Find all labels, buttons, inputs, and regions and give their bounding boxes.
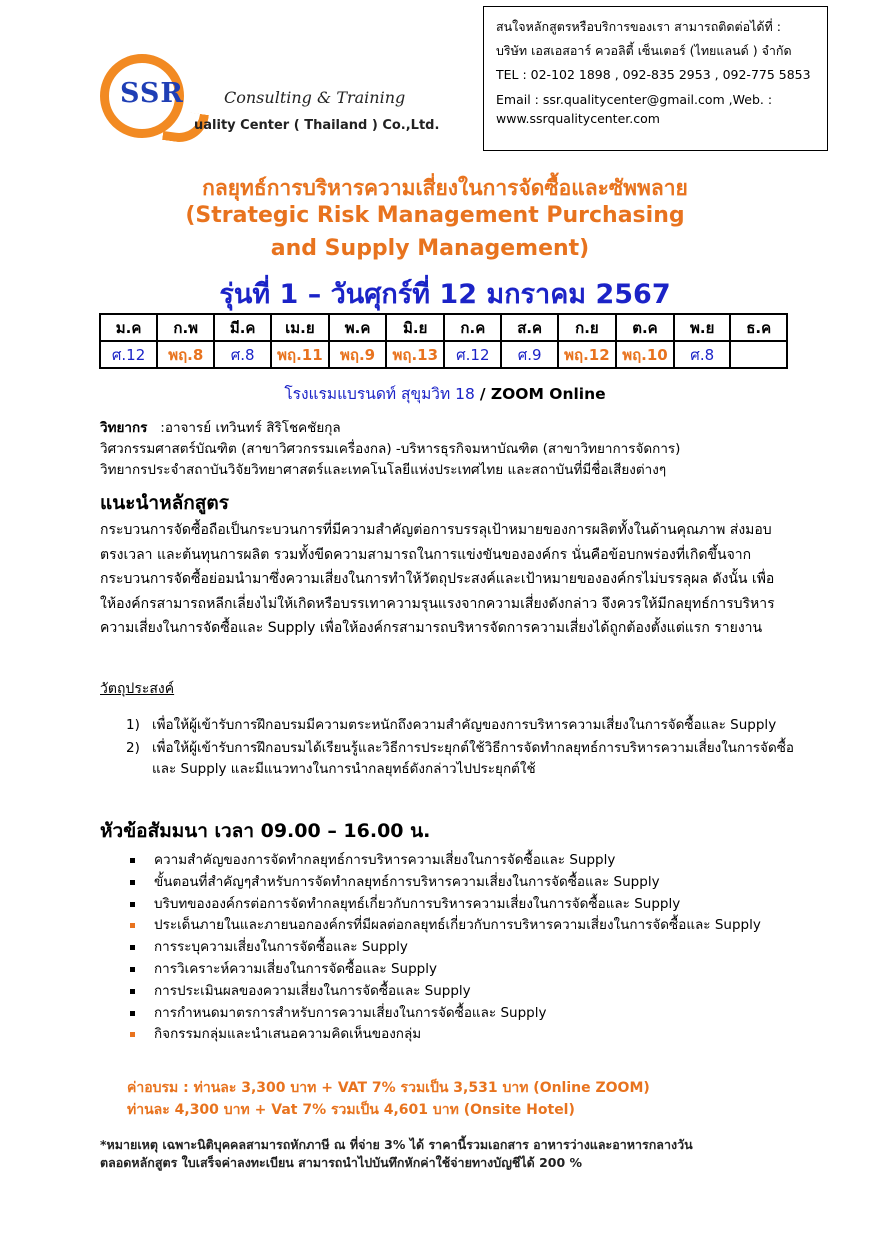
- topic-item: การประเมินผลของความเสี่ยงในการจัดซื้อและ Supply: [130, 981, 810, 1003]
- contact-company: บริษัท เอสเอสอาร์ ควอลิตี้ เซ็นเตอร์ (ไทยแลนด์ ) จำกัด: [496, 43, 792, 58]
- bullet-icon: [130, 923, 135, 928]
- bullet-icon: [130, 880, 135, 885]
- month-cell: พ.ย: [674, 314, 730, 341]
- footnote-line-1: *หมายเหตุ เฉพาะนิติบุคคลสามารถหักภาษี ณ ที่จ่าย 3% ได้ ราคานี้รวมเอกสาร อาหารว่างและอาหารกลางวัน: [100, 1137, 693, 1152]
- lecturer-label: วิทยากร: [100, 420, 148, 436]
- topic-item: บริบทขององค์กรต่อการจัดทำกลยุทธ์เกี่ยวกับการบริหารความเสี่ยงในการจัดซื้อและ Supply: [130, 894, 810, 916]
- bullet-icon: [130, 945, 135, 950]
- bullet-icon: [130, 967, 135, 972]
- topics-list: [130, 850, 810, 1046]
- price-onsite: ท่านละ 4,300 บาท + Vat 7% รวมเป็น 4,601 บาท (Onsite Hotel): [127, 1102, 575, 1118]
- topic-item: การวิเคราะห์ความเสี่ยงในการจัดซื้อและ Supply: [130, 959, 810, 981]
- schedule-date-row: [100, 341, 787, 368]
- date-cell: ศ.8: [214, 341, 271, 368]
- objectives-heading: วัตถุประสงค์: [100, 681, 175, 697]
- date-cell: พฤ.13: [386, 341, 444, 368]
- month-cell: เม.ย: [271, 314, 329, 341]
- logo-mark: SSR: [120, 78, 184, 109]
- schedule-table: [99, 313, 788, 369]
- intro-heading: แนะนำหลักสูตร: [100, 492, 229, 514]
- topics-heading: หัวข้อสัมมนา เวลา 09.00 – 16.00 น.: [100, 820, 431, 842]
- date-cell: พฤ.9: [329, 341, 386, 368]
- bullet-icon: [130, 989, 135, 994]
- bullet-icon: [130, 1032, 135, 1037]
- lecturer-name: :อาจารย์ เทวินทร์ สิริโชคชัยกุล: [160, 420, 341, 436]
- contact-box: [483, 6, 828, 151]
- date-cell: พฤ.12: [558, 341, 616, 368]
- date-cell: ศ.12: [100, 341, 157, 368]
- lecturer-education: วิศวกรรมศาสตร์บัณฑิต (สาขาวิศวกรรมเครื่องกล) -บริหารธุรกิจมหาบัณฑิต (สาขาวิทยาการจัดการ): [100, 441, 681, 457]
- objective-item: 1) เพื่อให้ผู้เข้ารับการฝึกอบรมมีความตระหนักถึงความสำคัญของการบริหารความเสี่ยงในการจัดซื้อและ Supply: [126, 717, 777, 733]
- bullet-icon: [130, 902, 135, 907]
- venue-line: [0, 381, 890, 406]
- objective-item: 2) เพื่อให้ผู้เข้ารับการฝึกอบรมได้เรียนรู้และวิธีการประยุกต์ใช้วิธีการจัดทำกลยุทธ์การบริหารความเสี่ยงในการจัดซื้อและ Supply และมีแนวทางในการนำกลยุทธ์ดังกล่าวไปประยุกต์ใช้: [126, 740, 794, 777]
- date-cell: [730, 341, 787, 368]
- course-title-english-2: and Supply Management): [270, 236, 590, 261]
- contact-email: Email : ssr.qualitycenter@gmail.com ,Web. :: [496, 92, 773, 107]
- month-cell: ส.ค: [501, 314, 557, 341]
- date-cell: พฤ.8: [157, 341, 214, 368]
- topic-item: การกำหนดมาตรการสำหรับการความเสี่ยงในการจัดซื้อและ Supply: [130, 1003, 810, 1025]
- venue-online: / ZOOM Online: [479, 385, 606, 403]
- month-cell: พ.ค: [329, 314, 386, 341]
- venue-hotel: โรงแรมแบรนดท์ สุขุมวิท 18: [284, 385, 475, 403]
- date-cell: ศ.9: [501, 341, 557, 368]
- objectives-list: [126, 715, 806, 782]
- topic-item: ความสำคัญของการจัดทำกลยุทธ์การบริหารความเสี่ยงในการจัดซื้อและ Supply: [130, 850, 810, 872]
- month-cell: ก.ค: [444, 314, 501, 341]
- contact-phone: TEL : 02-102 1898 , 092-835 2953 , 092-775 5853: [496, 67, 811, 82]
- topic-item: การระบุความเสี่ยงในการจัดซื้อและ Supply: [130, 937, 810, 959]
- price-block: [127, 1077, 650, 1121]
- schedule-month-row: [100, 314, 787, 341]
- course-title-english-1: (Strategic Risk Management Purchasing: [185, 203, 685, 228]
- month-cell: ก.ย: [558, 314, 616, 341]
- session-date: รุ่นที่ 1 – วันศุกร์ที่ 12 มกราคม 2567: [219, 279, 671, 310]
- contact-web: www.ssrqualitycenter.com: [496, 111, 660, 126]
- topic-item: ขั้นตอนที่สำคัญๆสำหรับการจัดทำกลยุทธ์การบริหารความเสี่ยงในการจัดซื้อและ Supply: [130, 872, 810, 894]
- date-cell: ศ.8: [674, 341, 730, 368]
- intro-paragraph: กระบวนการจัดซื้อถือเป็นกระบวนการที่มีความสำคัญต่อการบรรลุเป้าหมายของการผลิตทั้งในด้านคุณภาพ ส่งมอบตรงเวลา และต้นทุนการผลิต รวมทั้งขีดความสามารถในการแข่งขันขององค์กร นั่นคือข้อบกพร่องที่เกิดขึ้นจากกระบวนการจัดซื้อย่อมนำมาซึ่งความเสี่ยงในการทำให้วัตถุประสงค์และเป้าหมายขององค์กรไม่บรรลุผล ดังนั้น เพื่อให้องค์กรสามารถหลีกเลี่ยงไม่ให้เกิดหรือบรรเทาความรุนแรงจากความเสี่ยงดังกล่าว จึงควรให้มีกลยุทธ์การบริหารความเสี่ยงในการจัดซื้อและ Supply เพื่อให้องค์กรสามารถบริหารจัดการความเสี่ยงได้ถูกต้องตั้งแต่แรก รายงาน: [100, 522, 775, 636]
- topic-item: กิจกรรมกลุ่มและนำเสนอความคิดเห็นของกลุ่ม: [130, 1024, 810, 1046]
- month-cell: ต.ค: [616, 314, 674, 341]
- month-cell: มิ.ย: [386, 314, 444, 341]
- date-cell: ศ.12: [444, 341, 501, 368]
- logo-tagline: Consulting & Training: [224, 88, 406, 107]
- lecturer-affiliation: วิทยากรประจำสถาบันวิจัยวิทยาศาสตร์และเทคโนโลยีแห่งประเทศไทย และสถาบันที่มีชื่อเสียงต่างๆ: [100, 462, 667, 478]
- footnote-line-2: ตลอดหลักสูตร ใบเสร็จค่าลงทะเบียน สามารถนำไปบันทึกหักค่าใช้จ่ายทางบัญชีได้ 200 %: [100, 1155, 583, 1170]
- contact-line: สนใจหลักสูตรหรือบริการของเรา สามารถติดต่อได้ที่ :: [496, 19, 781, 34]
- topic-item: ประเด็นภายในและภายนอกองค์กรที่มีผลต่อกลยุทธ์เกี่ยวกับการบริหารความเสี่ยงในการจัดซื้อและ Supply: [130, 915, 810, 937]
- footnote: [100, 1136, 693, 1172]
- bullet-icon: [130, 858, 135, 863]
- price-online: ค่าอบรม : ท่านละ 3,300 บาท + VAT 7% รวมเป็น 3,531 บาท (Online ZOOM): [127, 1080, 650, 1096]
- month-cell: มี.ค: [214, 314, 271, 341]
- month-cell: ม.ค: [100, 314, 157, 341]
- bullet-icon: [130, 1011, 135, 1016]
- company-logo: [98, 50, 468, 150]
- logo-company-line: uality Center ( Thailand ) Co.,Ltd.: [194, 118, 440, 133]
- date-cell: พฤ.11: [271, 341, 329, 368]
- date-cell: พฤ.10: [616, 341, 674, 368]
- month-cell: ก.พ: [157, 314, 214, 341]
- month-cell: ธ.ค: [730, 314, 787, 341]
- lecturer-block: [100, 418, 680, 481]
- course-title-thai: กลยุทธ์การบริหารความเสี่ยงในการจัดซื้อและซัพพลาย: [202, 176, 688, 200]
